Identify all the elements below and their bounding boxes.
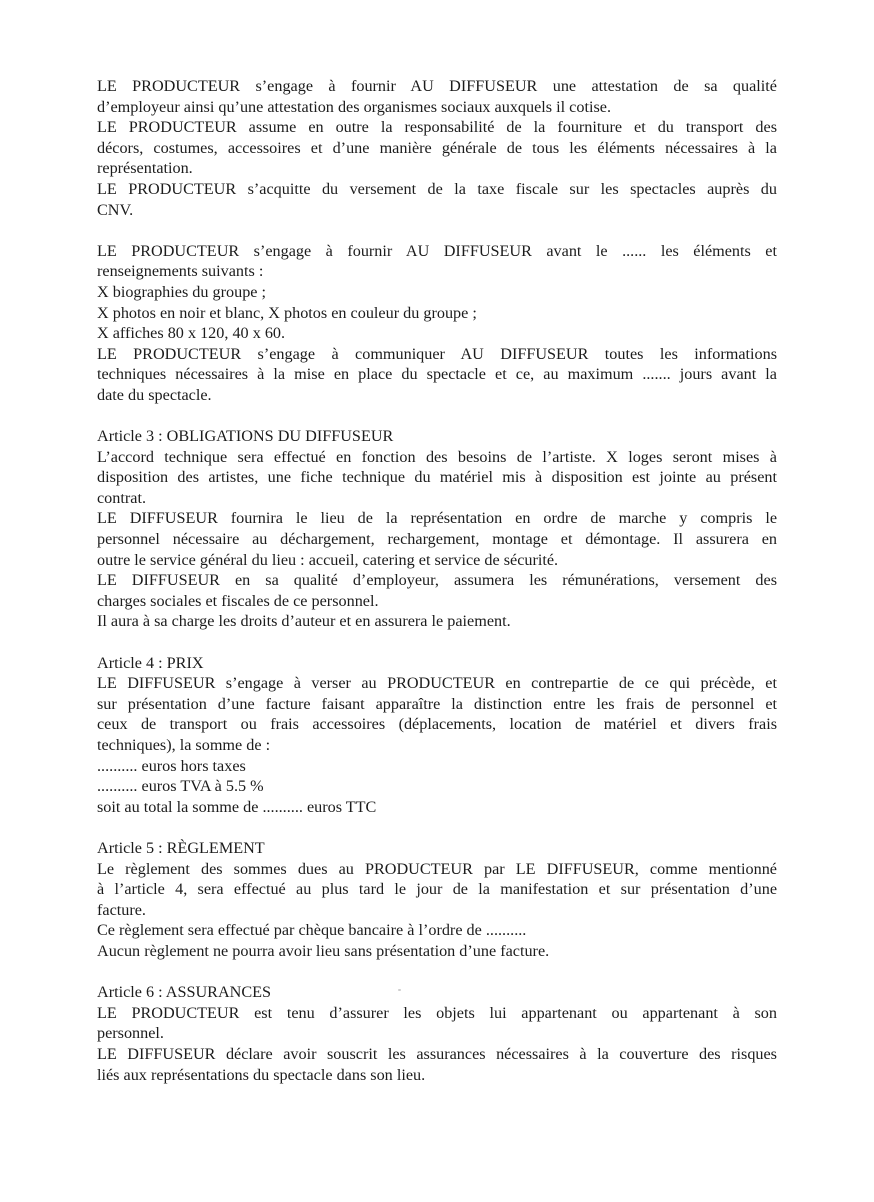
text-line: décors, costumes, accessoires et d’une manière générale de tous les éléments nécessaires à la [97,138,777,157]
text-line: LE DIFFUSEUR en sa qualité d’employeur, assumera les rémunérations, versement des [97,571,777,590]
article-heading: Article 4 : PRIX [97,653,204,672]
article-heading: Article 6 : ASSURANCES [97,983,272,1002]
article-heading: Article 3 : OBLIGATIONS DU DIFFUSEUR [97,427,394,446]
text-line: personnel nécessaire au déchargement, rechargement, montage et démontage. Il assurera en [97,530,777,549]
text-line: personnel. [97,1024,164,1043]
text-line: techniques), la somme de : [97,736,271,754]
section-article-3 [97,426,777,632]
text-line: X photos en noir et blanc, X photos en couleur du groupe ; [97,303,477,322]
text-line: facture. [97,900,146,919]
section-article-6 [97,982,777,1085]
text-line: techniques nécessaires à la mise en place du spectacle et ce, au maximum ....... jours avant la [97,365,777,384]
text-line: Le règlement des sommes dues au PRODUCTEUR par LE DIFFUSEUR, comme mentionné [97,859,777,878]
text-line: renseignements suivants : [97,262,264,281]
text-line: Ce règlement sera effectué par chèque bancaire à l’ordre de .......... [97,921,527,940]
text-line: outre le service général du lieu : accueil, catering et service de sécurité. [97,550,559,569]
text-line: ceux de transport ou frais accessoires (déplacements, location de matériel et divers frais [97,715,777,734]
text-line: LE PRODUCTEUR s’engage à communiquer AU DIFFUSEUR toutes les informations [97,344,777,363]
text-line: Il aura à sa charge les droits d’auteur et en assurera le paiement. [97,612,511,631]
paragraph-gap [97,632,777,653]
text-line: LE DIFFUSEUR fournira le lieu de la représentation en ordre de marche y compris le [97,509,777,528]
article-heading: Article 5 : RÈGLEMENT [97,838,265,857]
paragraph-gap [97,220,777,241]
text-line: charges sociales et fiscales de ce personnel. [97,591,379,610]
section-article-5 [97,838,777,962]
paragraph-gap [97,817,777,838]
text-line: LE DIFFUSEUR s’engage à verser au PRODUCTEUR en contrepartie de ce qui précède, et [97,674,777,693]
text-line: LE PRODUCTEUR s’engage à fournir AU DIFFUSEUR avant le ...... les éléments et [97,241,777,260]
text-line: Aucun règlement ne pourra avoir lieu sans présentation d’une facture. [97,941,550,960]
text-line: LE PRODUCTEUR assume en outre la responsabilité de la fourniture et du transport des [97,118,777,137]
text-line: .......... euros TVA à 5.5 % [97,777,264,796]
section-article-4 [97,653,777,818]
text-line: à l’article 4, sera effectué au plus tard le jour de la manifestation et sur présentation d’une [97,880,777,899]
text-line: X affiches 80 x 120, 40 x 60. [97,324,286,343]
section-producer-information [97,241,777,406]
text-line: CNV. [97,200,134,219]
text-line: LE DIFFUSEUR déclare avoir souscrit les assurances nécessaires à la couverture des risques [97,1044,777,1063]
contract-page [97,76,777,1085]
text-line: LE PRODUCTEUR est tenu d’assurer les objets lui appartenant ou appartenant à son [97,1003,777,1022]
text-line: LE PRODUCTEUR s’acquitte du versement de la taxe fiscale sur les spectacles auprès du [97,179,777,198]
text-line: soit au total la somme de .......... euros TTC [97,797,377,816]
text-line: LE PRODUCTEUR s’engage à fournir AU DIFFUSEUR une attestation de sa qualité [97,77,777,95]
text-line: date du spectacle. [97,385,212,404]
text-line: .......... euros hors taxes [97,756,246,775]
text-line: d’employeur ainsi qu’une attestation des organismes sociaux auxquels il cotise. [97,97,611,116]
section-producer-obligations [97,76,777,220]
text-line: disposition des artistes, une fiche technique du matériel mis à disposition est jointe au présent [97,468,777,487]
text-line: représentation. [97,159,193,178]
text-line: L’accord technique sera effectué en fonction des besoins de l’artiste. X loges seront mises à [97,447,777,466]
text-line: liés aux représentations du spectacle dans son lieu. [97,1065,426,1084]
paragraph-gap [97,962,777,983]
text-line: sur présentation d’une facture faisant apparaître la distinction entre les frais de personnel et [97,694,777,713]
text-line: X biographies du groupe ; [97,282,267,301]
paragraph-gap [97,406,777,427]
scan-speck [398,989,401,991]
text-line: contrat. [97,488,146,507]
